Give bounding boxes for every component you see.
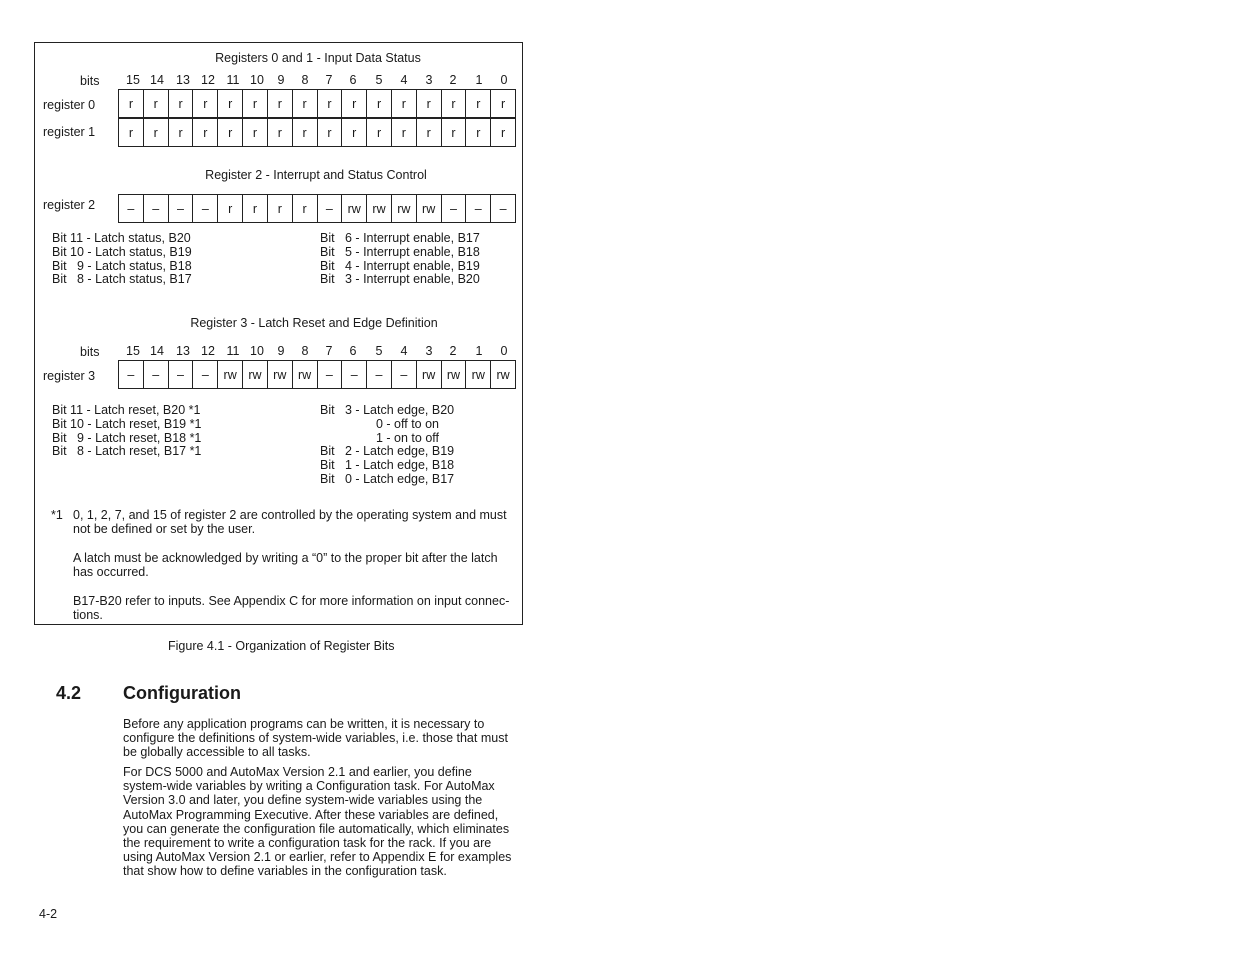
top-bit-14: 14 <box>150 73 164 87</box>
bits-label-bottom: bits <box>80 345 100 359</box>
register-0-cell-bit-13: r <box>169 90 194 117</box>
register-2-cell-bit-12: – <box>193 195 218 222</box>
register-0-cell-bit-15: r <box>119 90 144 117</box>
bottom-bit-12: 12 <box>201 344 215 358</box>
register-2-cell-bit-7: – <box>318 195 343 222</box>
bottom-bit-5: 5 <box>375 344 383 358</box>
bottom-bit-13: 13 <box>176 344 190 358</box>
register-3-cell-bit-10: rw <box>243 361 268 388</box>
register-2-cell-bit-4: rw <box>392 195 417 222</box>
register-3-cell-bit-3: rw <box>417 361 442 388</box>
register-2-right-note-2: Bit 4 - Interrupt enable, B19 <box>320 258 480 273</box>
top-bit-1: 1 <box>475 73 483 87</box>
bottom-bit-14: 14 <box>150 344 164 358</box>
register-0-cell-bit-8: r <box>293 90 318 117</box>
register-3-notes-left <box>52 404 201 459</box>
register-1-cell-bit-10: r <box>243 119 268 146</box>
register-2-left-note-1: Bit 10 - Latch status, B19 <box>52 244 192 259</box>
register-2-cells <box>118 194 516 223</box>
register-3-left-note-0: Bit 11 - Latch reset, B20 *1 <box>52 403 201 417</box>
bottom-bit-11: 11 <box>226 344 240 358</box>
register-2-cell-bit-2: – <box>442 195 467 222</box>
register-2-notes-left <box>52 232 192 287</box>
register-2-cell-bit-3: rw <box>417 195 442 222</box>
register-3-cell-bit-0: rw <box>496 367 510 382</box>
register-1-cell-bit-8: r <box>293 119 318 146</box>
bottom-bit-10: 10 <box>250 344 264 358</box>
register-1-label: register 1 <box>43 125 96 139</box>
register-0-cell-bit-1: r <box>466 90 491 117</box>
bottom-bit-2: 2 <box>449 344 457 358</box>
footnote-marker: *1 <box>51 508 63 522</box>
bottom-bit-6: 6 <box>349 344 357 358</box>
register-3-right-note-5: Bit 0 - Latch edge, B17 <box>320 471 455 486</box>
top-bit-5: 5 <box>375 73 383 87</box>
register-3-label: register 3 <box>43 369 96 383</box>
register-0-cell-bit-7: r <box>318 90 343 117</box>
register-3-left-note-1: Bit 10 - Latch reset, B19 *1 <box>52 416 202 431</box>
top-bit-3: 3 <box>425 73 433 87</box>
register-1-cell-bit-3: r <box>417 119 442 146</box>
register-2-cell-bit-11: r <box>218 195 243 222</box>
register-1-cell-bit-9: r <box>268 119 293 146</box>
register-0-cells <box>118 89 516 118</box>
register-2-cell-bit-10: r <box>243 195 268 222</box>
register-3-left-note-2: Bit 9 - Latch reset, B18 *1 <box>52 430 202 445</box>
register-2-cell-bit-8: r <box>293 195 318 222</box>
register-3-cell-bit-5: – <box>367 361 392 388</box>
bottom-bit-0: 0 <box>500 344 508 358</box>
register-2-left-note-3: Bit 8 - Latch status, B17 <box>52 272 192 287</box>
paragraph-2: For DCS 5000 and AutoMax Version 2.1 and earlier, you define system-wide variables by writing a Configuration task. For AutoMax Version 3.0 and later, you define system-wide variables using the AutoMax Programming Executive. After these variables are defined, you can generate the configuration file automatically, which eliminates the requirement to write a configuration task for the rack. If you are using AutoMax Version 2.1 or earlier, refer to Appendix E for examples that show how to define variables in the configuration task. <box>123 765 512 879</box>
register-3-right-note-0: Bit 3 - Latch edge, B20 <box>320 403 455 417</box>
top-bit-6: 6 <box>349 73 357 87</box>
register-3-right-note-4: Bit 1 - Latch edge, B18 <box>320 458 455 473</box>
bottom-bit-3: 3 <box>425 344 433 358</box>
register-1-cells <box>118 118 516 147</box>
register-3-cell-bit-14: – <box>144 361 169 388</box>
section-title: Configuration <box>123 683 241 703</box>
register-3-cell-bit-9: rw <box>268 361 293 388</box>
top-bit-13: 13 <box>176 73 190 87</box>
register-2-cell-bit-9: r <box>268 195 293 222</box>
top-bit-12: 12 <box>201 73 215 87</box>
top-bit-11: 11 <box>226 73 240 87</box>
register-2-right-note-0: Bit 6 - Interrupt enable, B17 <box>320 231 480 245</box>
register-3-title: Register 3 - Latch Reset and Edge Definition <box>190 316 438 330</box>
register-3-cell-bit-7: – <box>318 361 343 388</box>
register-3-right-note-1: 0 - off to on <box>376 416 440 431</box>
register-1-cell-bit-0: r <box>501 125 506 140</box>
bits-label-top: bits <box>80 74 100 88</box>
footnote-3: B17-B20 refer to inputs. See Appendix C for more information on input connec-tions. <box>73 594 510 622</box>
bottom-bit-9: 9 <box>277 344 285 358</box>
figure-caption: Figure 4.1 - Organization of Register Bits <box>168 639 395 653</box>
register-3-cells <box>118 360 516 389</box>
register-0-cell-bit-2: r <box>442 90 467 117</box>
register-3-cell-bit-12: – <box>193 361 218 388</box>
register-1-cell-bit-13: r <box>169 119 194 146</box>
register-0-cell-bit-11: r <box>218 90 243 117</box>
top-bit-2: 2 <box>449 73 457 87</box>
register-2-left-note-2: Bit 9 - Latch status, B18 <box>52 258 192 273</box>
register-0-label: register 0 <box>43 98 96 112</box>
register-2-cell-bit-13: – <box>169 195 194 222</box>
register-0-cell-bit-5: r <box>367 90 392 117</box>
register-0-cell-bit-10: r <box>243 90 268 117</box>
register-0-cell-bit-14: r <box>144 90 169 117</box>
register-3-cell-bit-8: rw <box>293 361 318 388</box>
bottom-bit-7: 7 <box>325 344 333 358</box>
register-0-cell-bit-6: r <box>342 90 367 117</box>
register-1-cell-bit-5: r <box>367 119 392 146</box>
register-2-right-note-1: Bit 5 - Interrupt enable, B18 <box>320 244 480 259</box>
register-2-cell-bit-1: – <box>466 195 491 222</box>
register-1-cell-bit-1: r <box>466 119 491 146</box>
register-2-right-note-3: Bit 3 - Interrupt enable, B20 <box>320 272 480 287</box>
register-1-cell-bit-4: r <box>392 119 417 146</box>
register-2-cell-bit-15: – <box>119 195 144 222</box>
register-1-cell-bit-2: r <box>442 119 467 146</box>
register-0-cell-bit-4: r <box>392 90 417 117</box>
register-2-left-note-0: Bit 11 - Latch status, B20 <box>52 231 191 245</box>
top-bit-8: 8 <box>301 73 309 87</box>
register-0-cell-bit-9: r <box>268 90 293 117</box>
top-bit-0: 0 <box>500 73 508 87</box>
register-1-cell-bit-7: r <box>318 119 343 146</box>
paragraph-1: Before any application programs can be written, it is necessary to configure the definitions of system-wide variables, i.e. those that must be globally accessible to all tasks. <box>123 717 508 760</box>
bottom-bit-4: 4 <box>400 344 408 358</box>
register-3-cell-bit-4: – <box>392 361 417 388</box>
register-3-right-note-3: Bit 2 - Latch edge, B19 <box>320 444 455 459</box>
register-1-cell-bit-6: r <box>342 119 367 146</box>
register-2-title: Register 2 - Interrupt and Status Control <box>205 168 427 182</box>
register-0-cell-bit-3: r <box>417 90 442 117</box>
page-number: 4-2 <box>39 907 58 921</box>
register-2-cell-bit-0: – <box>499 201 507 216</box>
register-3-cell-bit-6: – <box>342 361 367 388</box>
footnote-2: A latch must be acknowledged by writing a “0” to the proper bit after the latch has occurred. <box>73 551 498 579</box>
register-2-notes-right <box>320 232 480 287</box>
section-number: 4.2 <box>56 683 82 703</box>
register-3-cell-bit-13: – <box>169 361 194 388</box>
register-2-cell-bit-6: rw <box>342 195 367 222</box>
register-1-cell-bit-12: r <box>193 119 218 146</box>
register-3-right-note-2: 1 - on to off <box>376 430 440 445</box>
register-2-cell-bit-14: – <box>144 195 169 222</box>
footnote-1: 0, 1, 2, 7, and 15 of register 2 are controlled by the operating system and must not be defined or set by the user. <box>73 508 507 536</box>
register-3-cell-bit-15: – <box>119 361 144 388</box>
register-1-cell-bit-14: r <box>144 119 169 146</box>
register-2-label: register 2 <box>43 198 96 212</box>
top-bit-9: 9 <box>277 73 285 87</box>
top-bit-15: 15 <box>126 73 140 87</box>
register-0-cell-bit-0: r <box>501 96 506 111</box>
register-2-cell-bit-5: rw <box>367 195 392 222</box>
register-1-cell-bit-11: r <box>218 119 243 146</box>
bottom-bit-15: 15 <box>126 344 140 358</box>
bottom-bit-1: 1 <box>475 344 483 358</box>
register-1-cell-bit-15: r <box>119 119 144 146</box>
register-3-notes-right <box>320 404 454 487</box>
bottom-bit-8: 8 <box>301 344 309 358</box>
top-bit-7: 7 <box>325 73 333 87</box>
register-3-left-note-3: Bit 8 - Latch reset, B17 *1 <box>52 444 202 459</box>
top-bit-10: 10 <box>250 73 264 87</box>
register-3-cell-bit-11: rw <box>218 361 243 388</box>
register-0-cell-bit-12: r <box>193 90 218 117</box>
top-bit-4: 4 <box>400 73 408 87</box>
register-3-cell-bit-1: rw <box>466 361 491 388</box>
registers-0-1-title: Registers 0 and 1 - Input Data Status <box>215 51 421 65</box>
register-3-cell-bit-2: rw <box>442 361 467 388</box>
